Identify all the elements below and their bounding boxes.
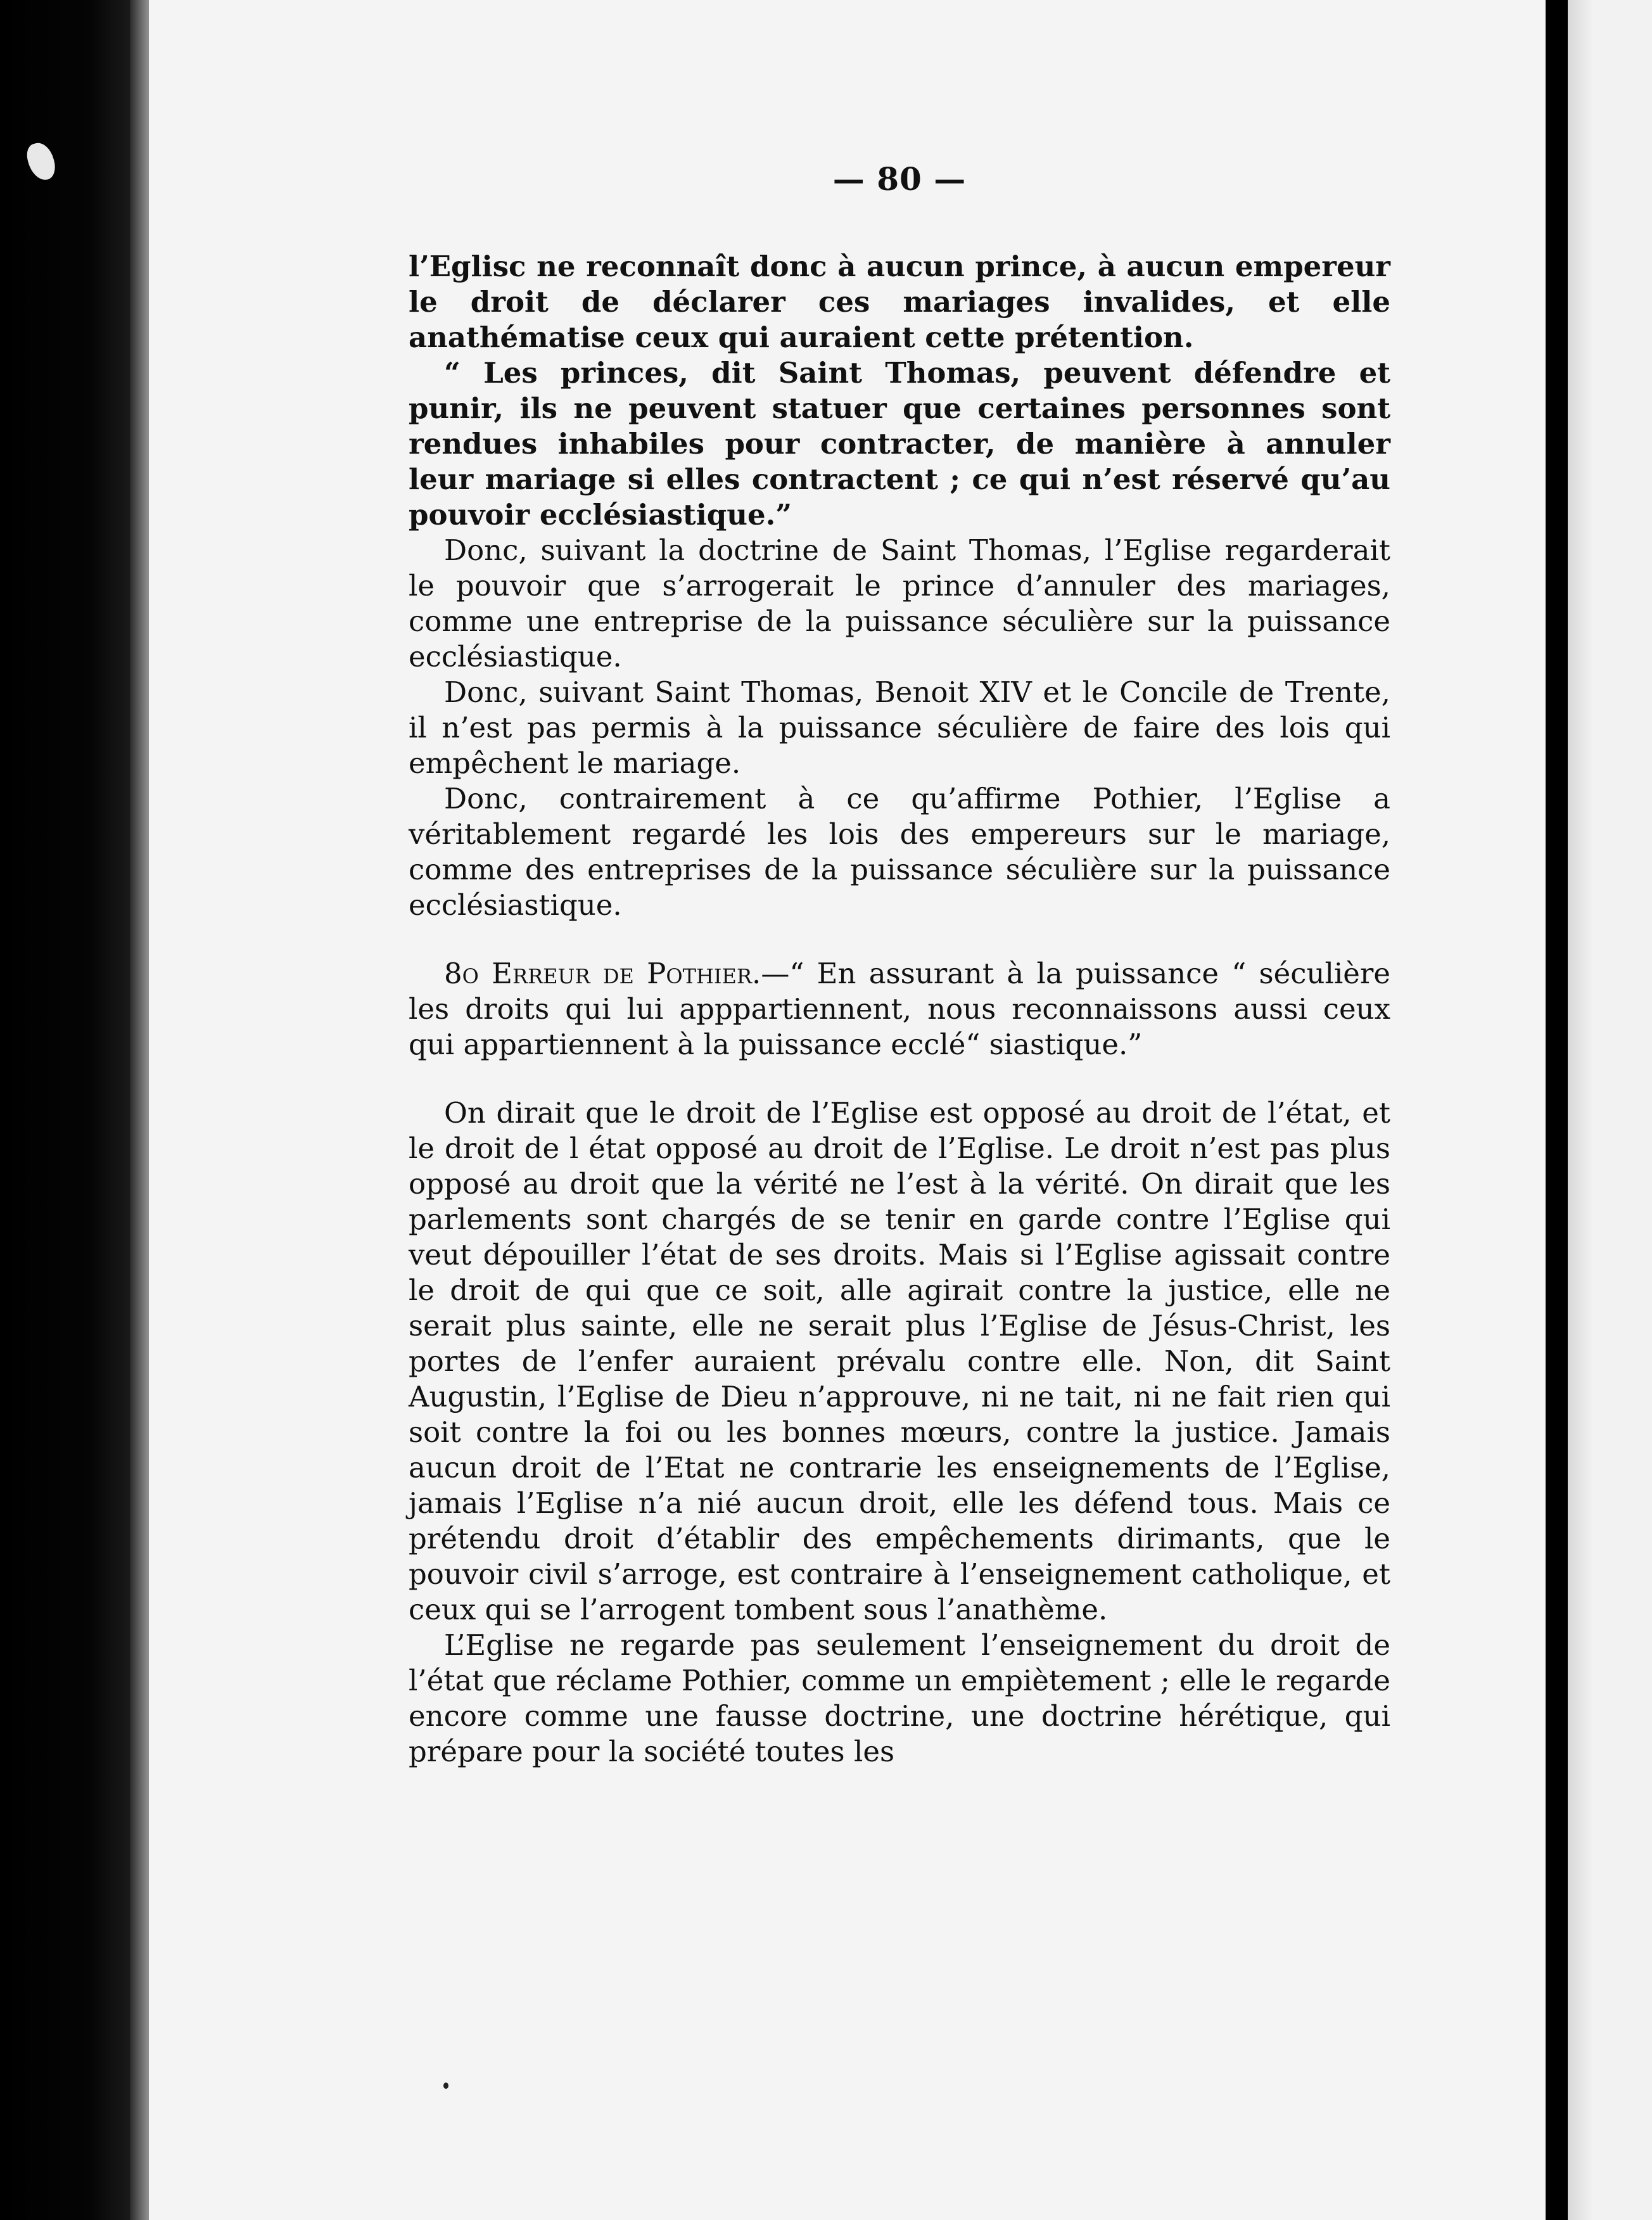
right-gutter-shadow	[1546, 0, 1568, 2220]
left-binding-shadow	[0, 0, 130, 2220]
paragraph-3: Donc, suivant la doctrine de Saint Thomas, l’Eglise regarderait le pouvoir que s’arrogerait le prince d’annuler des mariages, comme une entreprise de la puissance séculière sur la puissance ecclésiastique.	[409, 533, 1390, 673]
paragraph-5: Donc, contrairement à ce qu’affirme Pothier, l’Eglise a véritablement regardé les lois des empereurs sur le mariage, comme des entreprises de la puissance séculière sur la puissance ecclésiastique.	[409, 782, 1390, 922]
paragraph-8: L’Eglise ne regarde pas seulement l’enseignement du droit de l’état que réclame Pothier, comme un empiètement ; elle le regarde encore comme une fausse doctrine, une doctrine hérétique, qui prépare pour la société toutes les	[409, 1628, 1390, 1768]
paragraph-6-erreur	[409, 956, 1390, 1062]
page-text-block	[409, 162, 1390, 1770]
adjacent-page-sliver	[1568, 0, 1652, 2220]
paragraph-7: On dirait que le droit de l’Eglise est opposé au droit de l’état, et le droit de l état opposé au droit de l’Eglise. Le droit n’est pas plus opposé au droit que la vérité ne l’est à la vérité. On dirait que les parlements sont chargés de se tenir en garde contre l’Eglise qui veut dépouiller l’état de ses droits. Mais si l’Eglise agissait contre le droit de qui que ce soit, alle agirait contre la justice, elle ne serait plus sainte, elle ne serait plus l’Eglise de Jésus-Christ, les portes de l’enfer auraient prévalu contre elle. Non, dit Saint Augustin, l’Eglise de Dieu n’approuve, ni ne tait, ni ne fait rien qui soit contre la foi ou les bonnes mœurs, contre la justice. Jamais aucun droit de l’Etat ne contrarie les enseignements de l’Eglise, jamais l’Eglise n’a nié aucun droit, elle les défend tous. Mais ce prétendu droit d’établir des empêchements dirimants, que le pouvoir civil s’arroge, est contraire à l’enseignement catholique, et ceux qui se l’arrogent tombent sous l’anathème.	[409, 1096, 1390, 1626]
paragraph-1: l’Eglisc ne reconnaît donc à aucun prince, à aucun empereur le droit de déclarer ces mariages invalides, et elle anathématise ceux qui auraient cette prétention.	[409, 250, 1390, 354]
binding-speck	[24, 140, 58, 183]
paragraph-4: Donc, suivant Saint Thomas, Benoit XIV et le Concile de Trente, il n’est pas permis à la puissance séculière de faire des lois qui empêchent le mariage.	[409, 675, 1390, 780]
section-heading-erreur: 8o Erreur de Pothier.	[444, 957, 761, 990]
page-speck	[443, 2083, 448, 2089]
erreur-quote: —“ En assurant à la puissance “ séculière les droits qui lui apppartiennent, nous reconnaissons aussi ceux qui appartiennent à la puissance ecclé“ siastique.”	[409, 957, 1390, 1061]
page-number: — 80 —	[832, 160, 967, 198]
paragraph-2-quote-thomas: “ Les princes, dit Saint Thomas, peuvent défendre et punir, ils ne peuvent statuer que certaines personnes sont rendues inhabiles pour contracter, de manière à annuler leur mariage si elles contractent ; ce qui n’est réservé qu’au pouvoir ecclésiastique.”	[409, 356, 1390, 532]
section-gap	[409, 923, 1390, 956]
section-gap-2	[409, 1062, 1390, 1095]
